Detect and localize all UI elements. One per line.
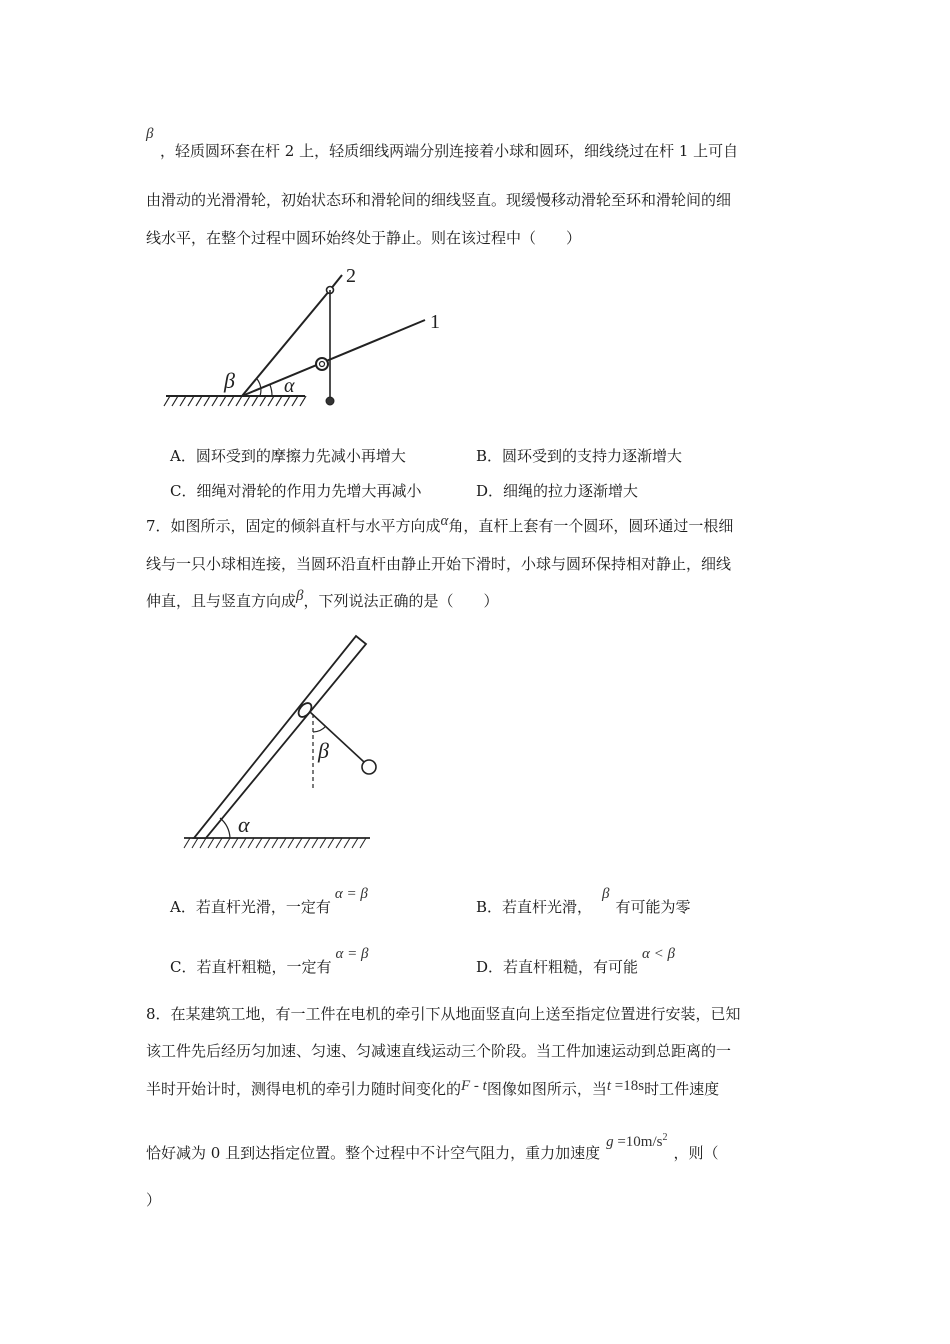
label-beta: β (318, 738, 329, 763)
beta-symbol: β (146, 126, 154, 142)
q6-text-line-1: ，轻质圆环套在杆 2 上，轻质细线两端分别连接着小球和圆环，细线绕过在杆 1 上可自 (160, 142, 739, 160)
q8-text-line-2: 该工件先后经历匀加速、匀速、匀减速直线运动三个阶段。当工件加速运动到总距离的一 (146, 1042, 732, 1060)
label-rod-2: 2 (346, 265, 356, 287)
label-alpha: α (238, 812, 250, 837)
q7-option-a[interactable]: A．若直杆光滑，一定有α = β (170, 886, 368, 916)
q8-text-line-3: 半时开始计时，测得电机的牵引力随时间变化的F - t图像如图所示，当t =18s时工件速度 (146, 1078, 720, 1098)
label-alpha: α (284, 375, 295, 397)
rod-1 (242, 320, 425, 396)
q6-option-c[interactable]: C．细绳对滑轮的作用力先增大再减小 (170, 482, 422, 500)
q8-text-line-5: ） (146, 1191, 162, 1209)
q7-text-line-3: 伸直，且与竖直方向成β，下列说法正确的是（ ） (146, 588, 499, 610)
q6-option-a[interactable]: A．圆环受到的摩擦力先减小再增大 (170, 447, 406, 465)
q8-text-line-1: 8．在某建筑工地，有一工件在电机的牵引下从地面竖直向上送至指定位置进行安装，已知 (146, 1005, 741, 1023)
ball (362, 760, 376, 774)
q8-text-line-4: 恰好减为 0 且到达指定位置。整个过程中不计空气阻力，重力加速度$g =10m/s^2$，则（ (146, 1132, 719, 1162)
q7-option-d[interactable]: D．若直杆粗糙，有可能α < β (476, 946, 675, 976)
q6-figure (160, 260, 480, 420)
q6-option-b[interactable]: B．圆环受到的支持力逐渐增大 (476, 447, 683, 465)
q6-option-d[interactable]: D．细绳的拉力逐渐增大 (476, 482, 639, 500)
beta-symbol: β (296, 588, 304, 604)
ball (326, 397, 334, 405)
q7-option-c[interactable]: C．若直杆粗糙，一定有α = β (170, 946, 369, 976)
label-rod-1: 1 (430, 311, 440, 333)
q7-option-b[interactable]: B．若直杆光滑，β有可能为零 (476, 886, 691, 916)
inclined-rod (194, 636, 366, 838)
q7-text-line-1: 7．如图所示，固定的倾斜直杆与水平方向成α角，直杆上套有一个圆环，圆环通过一根细 (146, 513, 734, 535)
q7-figure (180, 630, 400, 860)
label-beta: β (224, 368, 235, 393)
q6-text-line-3: 线水平，在整个过程中圆环始终处于静止。则在该过程中（ ） (146, 229, 582, 247)
q6-text-line-2: 由滑动的光滑滑轮，初始状态环和滑轮间的细线竖直。现缓慢移动滑轮至环和滑轮间的细 (146, 191, 732, 209)
q7-text-line-2: 线与一只小球相连接，当圆环沿直杆由静止开始下滑时，小球与圆环保持相对静止，细线 (146, 555, 732, 573)
alpha-symbol: α (440, 513, 449, 529)
